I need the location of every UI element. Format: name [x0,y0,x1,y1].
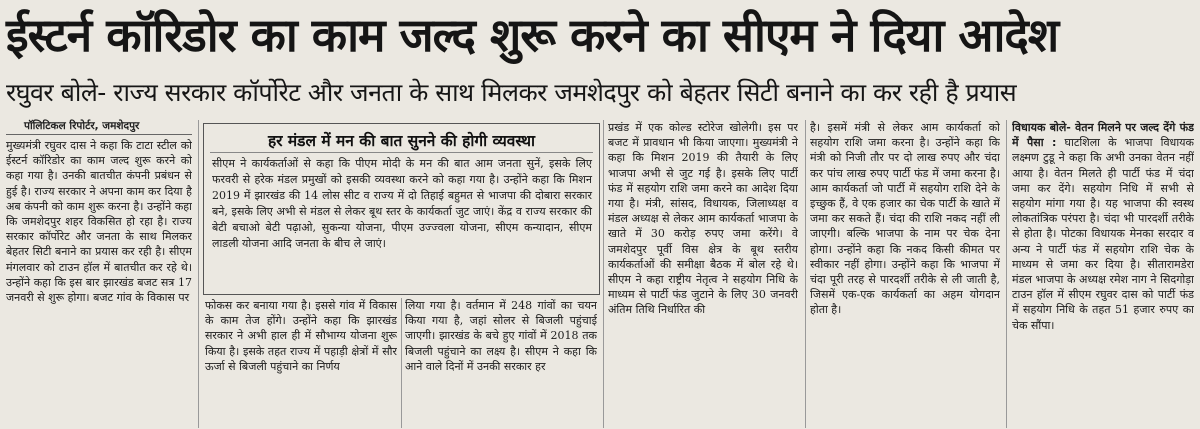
subheadline: रघुवर बोले- राज्य सरकार कॉर्पोरेट और जनता के साथ मिलकर जमशेदपुर को बेहतर सिटी बनाने का कर रही है प्रयास [6,78,1017,107]
article-column-6 [1012,120,1194,428]
article-column-3: लिया गया है। वर्तमान में 248 गांवों का चयन किया गया है, जहां सोलर से बिजली पहुंचाई जाएगी। झारखंड के बचे हुए गांवों में 2018 तक बिजली पहुंचाने का लक्ष्य है। सीएम ने कहा कि आने वाले दिनों में उनकी सरकार हर [405,299,597,373]
sidebox [203,123,600,295]
byline-rule [6,134,192,135]
sidebox-title: हर मंडल में मन की बात सुनने की होगी व्यवस्था [267,132,536,150]
column-separator [198,120,199,428]
article-column-2: फोकस कर बनाया गया है। इससे गांव में विकास के काम तेज होंगे। उन्होंने कहा कि झारखंड सरकार ने अभी हाल ही में सौभाग्य योजना शुरू किया है। इसके तहत राज्य में पहाड़ी क्षेत्रों में सौर ऊर्जा से बिजली पहुंचाने का निर्णय [205,299,397,373]
article-column-5: है। इसमें मंत्री से लेकर आम कार्यकर्ता को सहयोग राशि जमा करना है। उन्होंने कहा कि मंत्री को निजी तौर पर दो लाख रुपए और चंदा कर पांच लाख रुपए पार्टी फंड में जमा करना है। आम कार्यकर्ता जो पार्टी में सहयोग राशि देने के इच्छुक हैं, वे एक हजार का चेक पार्टी के खाते में जमा कर सकते हैं। चंदा की राशि नकद नहीं ली जाएगी। बल्कि भाजपा के नाम पर चेक देना होगा। उन्होंने कहा कि नकद किसी कीमत पर स्वीकार नहीं होगा। उन्होंने कहा कि भाजपा में चंदा पूरी तरह से पारदर्शी तरीके से ली जाती है, जिसमें एक-एक कार्यकर्ता का अहम योगदान होता है। [810,121,1000,317]
column-separator [401,298,402,428]
column-separator [603,120,604,428]
article-column-1: मुख्यमंत्री रघुवर दास ने कहा कि टाटा स्टील को ईस्टर्न कॉरिडोर का काम जल्द शुरू करने को कहा गया है। उनकी बातचीत कंपनी प्रबंधन से हुई है। राज्य सरकार ने अपना काम कर दिया है अब कंपनी को काम शुरू करना है। उन्होंने कहा कि जमशेदपुर शहर विकसित हो रहा है। राज्य सरकार कॉर्पोरेट और जनता के साथ मिलकर बेहतर सिटी बनाने का प्रयास कर रही है। सीएम मंगलवार को टाउन हॉल में बातचीत कर रहे थे। उन्होंने कहा कि इस बार झारखंड बजट सत्र 17 जनवरी से शुरू होगा। बजट गांव के विकास पर [6,139,192,305]
column-6-text: घाटशिला के भाजपा विधायक लक्ष्मण टुडू ने कहा कि अभी उनका वेतन नहीं आया है। वेतन मिलते ही पार्टी फंड में चंदा जमा कर देंगे। सहयोग निधि में सभी से सहयोग मांगा गया है। यह भाजपा की स्वस्थ लोकतांत्रिक परंपरा है। चंदा भी पारदर्शी तरीके से होता है। पोटका विधायक मेनका सरदार व अन्य ने पार्टी फंड में सहयोग राशि चेक के माध्यम से जमा कर दिया है। सीतारामडेरा मंडल भाजपा के अध्यक्ष रमेश नाग ने सिदगोड़ा टाउन हॉल में सीएम रघुवर दास को पार्टी फंड में सहयोग निधि के तहत 51 हजार रुपए का चेक सौंपा। [1012,136,1194,332]
sidebox-rule [210,152,593,153]
column-6-subhead: विधायक बोले- वेतन मिलने पर जल्द देंगे फंड में पैसा : [1012,121,1194,150]
column-separator [1006,120,1007,428]
headline: ईस्टर्न कॉरिडोर का काम जल्द शुरू करने का सीएम ने दिया आदेश [6,8,1059,62]
byline: पॉलिटिकल रिपोर्टर, जमशेदपुर [24,120,140,132]
sidebox-body: सीएम ने कार्यकर्ताओं से कहा कि पीएम मोदी के मन की बात आम जनता सुनें, इसके लिए फरवरी से हरेक मंडल प्रमुखों को इसकी व्यवस्था करने को कहा गया है। उन्होंने कहा कि मिशन 2019 में झारखंड की 14 लोस सीट व राज्य में दो तिहाई बहुमत से भाजपा की दोबारा सरकार बने, इसके लिए अभी से मंडल से लेकर बूथ स्तर के कार्यकर्ता जुट जाएं। केंद्र व राज्य सरकार की बेटी बचाओ बेटी पढ़ाओ, सुकन्या योजना, पीएम उज्ज्वला योजना, सीएम कन्यादान, सीएम लाडली योजना आदि जनता के बीच ले जाएं। [212,157,592,250]
column-separator [805,120,806,428]
article-column-4: प्रखंड में एक कोल्ड स्टोरेज खोलेगी। इस पर बजट में प्रावधान भी किया जाएगा। मुख्यमंत्री ने कहा कि मिशन 2019 की तैयारी के लिए भाजपा अभी से जुट गई है। इसके लिए पार्टी फंड में सहयोग राशि जमा करने का आदेश दिया गया है। मंत्री, सांसद, विधायक, जिलाध्यक्ष व मंडल अध्यक्ष से लेकर आम कार्यकर्ता भाजपा के खाते में 30 करोड़ रुपए जमा करेंगे। वे जमशेदपुर पूर्वी विस क्षेत्र के बूथ स्तरीय कार्यकर्ताओं की समीक्षा बैठक में बोल रहे थे। सीएम ने कहा राष्ट्रीय नेतृत्व ने सहयोग निधि के माध्यम से पार्टी फंड जुटाने के लिए 30 जनवरी अंतिम तिथि निर्धारित की [608,121,798,317]
